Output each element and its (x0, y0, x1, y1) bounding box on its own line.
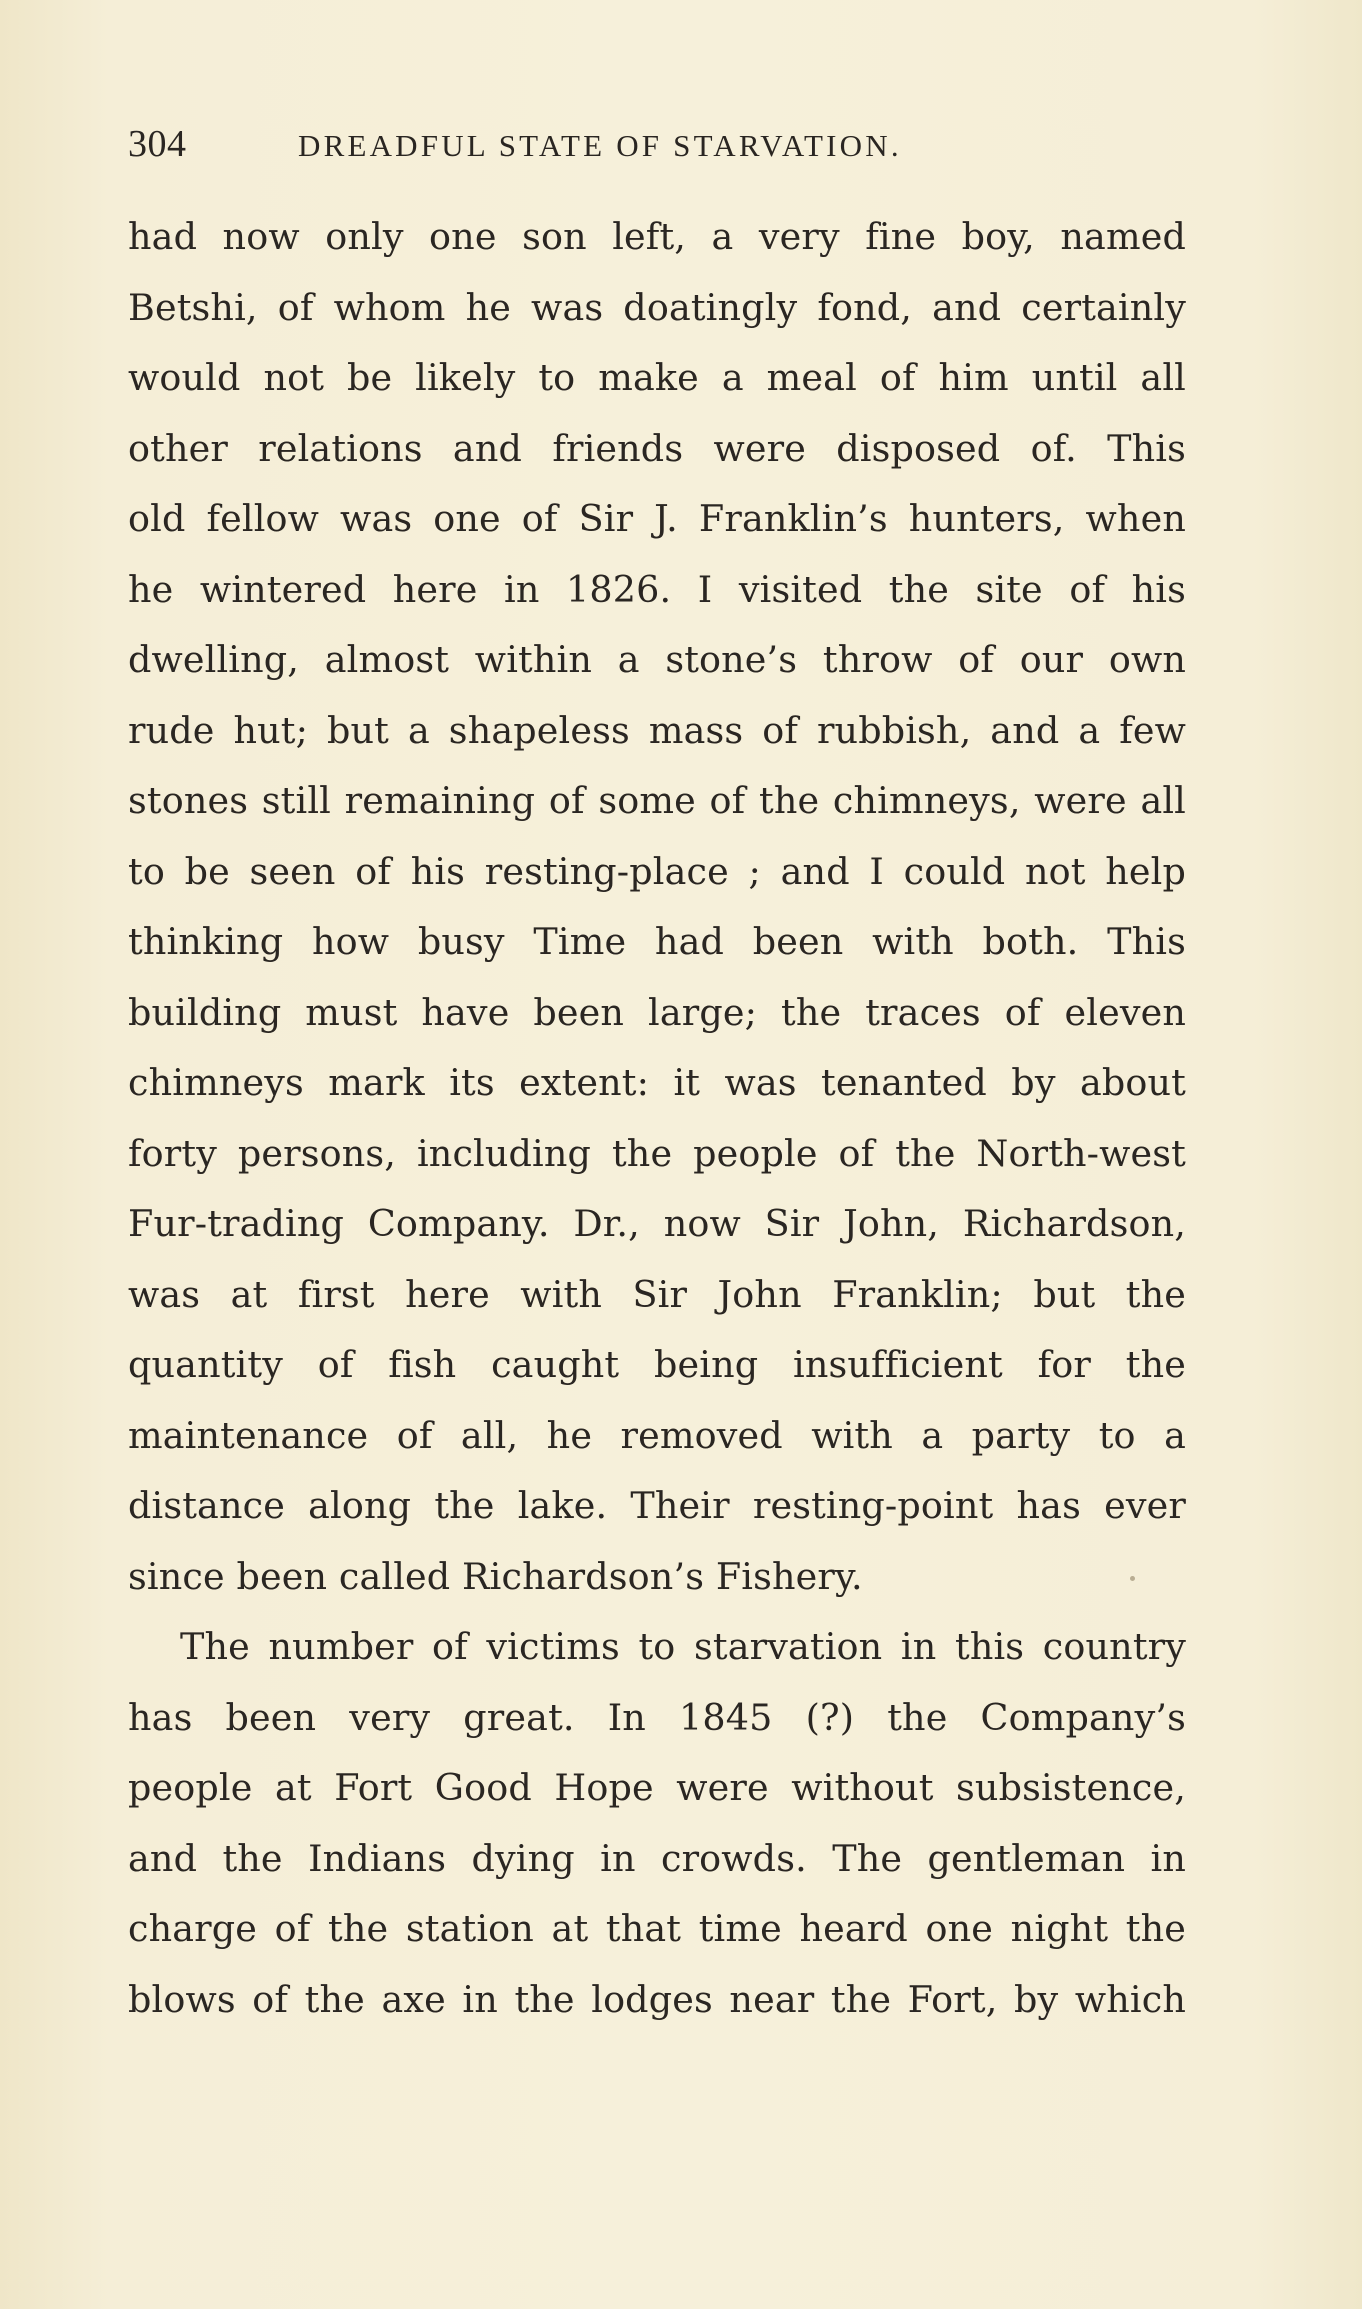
text-line: stones still remaining of some of the chimneys, were all (128, 779, 1186, 822)
running-head (128, 124, 1188, 164)
text-line: dwelling, almost within a stone’s throw of our own (128, 638, 1186, 681)
text-line: blows of the axe in the lodges near the Fort, by which (128, 1977, 1186, 2021)
text-line: rude hut; but a shapeless mass of rubbish, and a few (128, 708, 1186, 752)
paragraph-start-line: The number of victims to starvation in this country (180, 1625, 1186, 1668)
text-line: forty persons, including the people of the North-west (128, 1131, 1186, 1175)
text-line: people at Fort Good Hope were without subsistence, (128, 1766, 1186, 1809)
text-line: building must have been large; the traces of eleven (128, 990, 1186, 1034)
text-line: thinking how busy Time had been with both. This (128, 920, 1186, 963)
text-line: would not be likely to make a meal of him until all (128, 356, 1186, 399)
text-line: other relations and friends were disposed of. This (128, 426, 1186, 470)
text-line: to be seen of his resting-place ; and I could not help (128, 849, 1186, 893)
text-line: chimneys mark its extent: it was tenanted by about (128, 1061, 1186, 1104)
text-line: had now only one son left, a very fine boy, named (128, 215, 1186, 258)
body-text (128, 202, 1186, 2035)
text-line: has been very great. In 1845 (?) the Company’s (128, 1695, 1186, 1739)
page-number: 304 (128, 123, 187, 165)
text-line: was at first here with Sir John Franklin; but the (128, 1272, 1186, 1316)
text-line: quantity of fish caught being insufficient for the (128, 1343, 1186, 1386)
text-line: he wintered here in 1826. I visited the site of his (128, 567, 1186, 611)
running-title: DREADFUL STATE OF STARVATION. (298, 128, 902, 163)
text-line: distance along the lake. Their resting-point has ever (128, 1484, 1186, 1527)
paper-speck (1130, 1576, 1135, 1581)
paragraph-end-line: since been called Richardson’s Fishery. (128, 1554, 863, 1598)
text-line: and the Indians dying in crowds. The gentleman in (128, 1836, 1186, 1880)
text-line: charge of the station at that time heard one night the (128, 1907, 1186, 1950)
text-line: maintenance of all, he removed with a party to a (128, 1413, 1186, 1457)
text-line: Fur-trading Company. Dr., now Sir John, Richardson, (128, 1202, 1186, 1245)
text-line: Betshi, of whom he was doatingly fond, and certainly (128, 285, 1186, 329)
text-line: old fellow was one of Sir J. Franklin’s hunters, when (128, 497, 1186, 540)
